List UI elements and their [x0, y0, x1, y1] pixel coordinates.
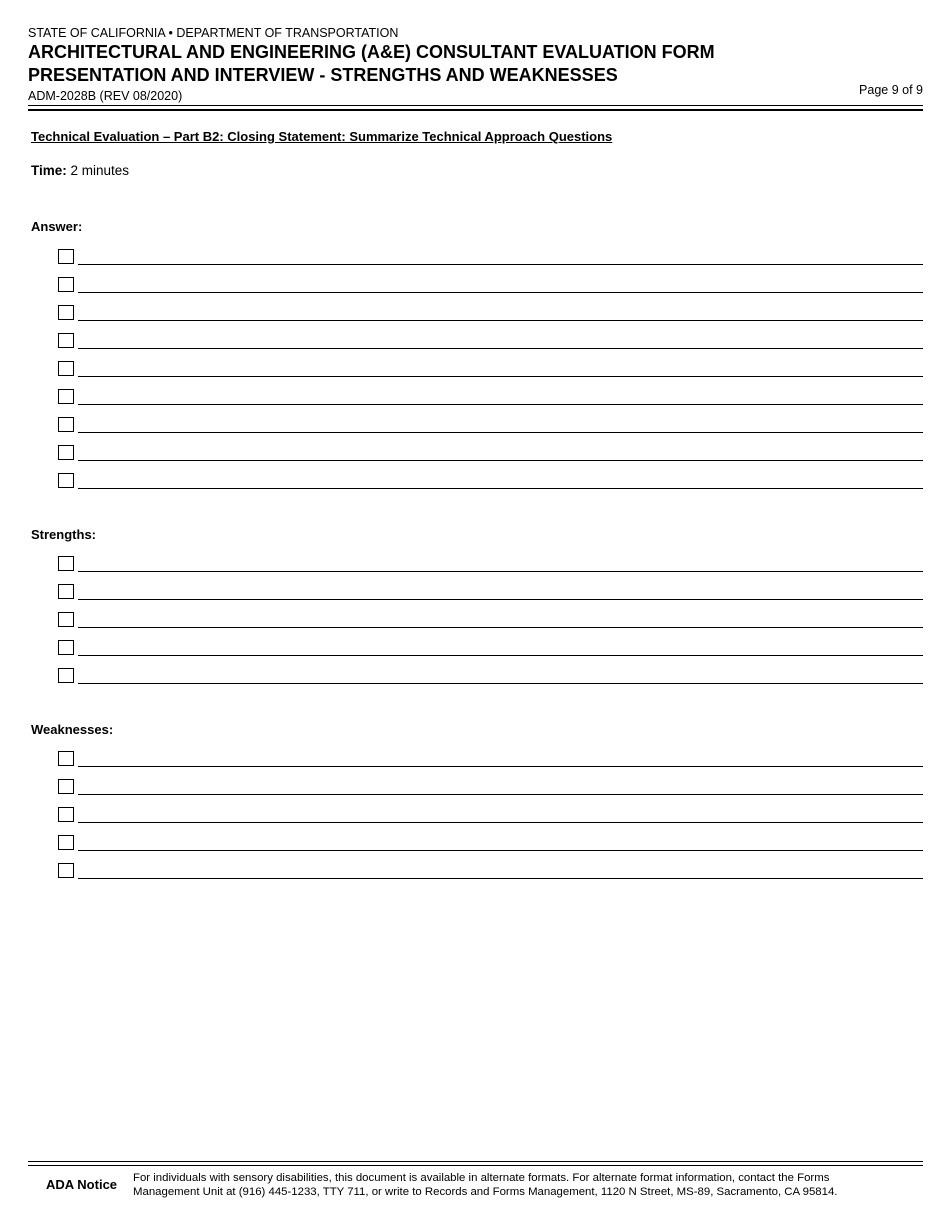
- ada-notice-label: ADA Notice: [46, 1177, 118, 1192]
- answer-checkbox[interactable]: [58, 473, 74, 488]
- weaknesses-row: [58, 779, 923, 797]
- weaknesses-row: [58, 863, 923, 881]
- strengths-checkbox[interactable]: [58, 584, 74, 599]
- answer-text-line[interactable]: [78, 432, 923, 433]
- weaknesses-label: Weaknesses:: [31, 722, 114, 737]
- answer-row: [58, 389, 923, 407]
- answer-text-line[interactable]: [78, 404, 923, 405]
- answer-text-line[interactable]: [78, 292, 923, 293]
- answer-checkbox[interactable]: [58, 305, 74, 320]
- strengths-row: [58, 584, 923, 602]
- answer-row: [58, 361, 923, 379]
- weaknesses-row: [58, 807, 923, 825]
- weaknesses-row: [58, 751, 923, 769]
- strengths-text-line[interactable]: [78, 627, 923, 628]
- answer-label: Answer:: [31, 219, 83, 234]
- answer-checkbox[interactable]: [58, 249, 74, 264]
- answer-text-line[interactable]: [78, 264, 923, 265]
- answer-checkbox[interactable]: [58, 445, 74, 460]
- strengths-row: [58, 556, 923, 574]
- strengths-text-line[interactable]: [78, 655, 923, 656]
- strengths-text-line[interactable]: [78, 599, 923, 600]
- answer-text-line[interactable]: [78, 348, 923, 349]
- answer-checkbox[interactable]: [58, 333, 74, 348]
- answer-checkbox[interactable]: [58, 417, 74, 432]
- weaknesses-text-line[interactable]: [78, 766, 923, 767]
- weaknesses-checkbox[interactable]: [58, 751, 74, 766]
- strengths-text-line[interactable]: [78, 683, 923, 684]
- agency-name: STATE OF CALIFORNIA • DEPARTMENT OF TRANSPORTATION: [28, 26, 399, 40]
- answer-checkbox[interactable]: [58, 277, 74, 292]
- weaknesses-checkbox[interactable]: [58, 807, 74, 822]
- form-number: ADM-2028B (REV 08/2020): [28, 89, 183, 103]
- time-label: Time:: [31, 163, 67, 178]
- weaknesses-checkbox[interactable]: [58, 779, 74, 794]
- weaknesses-text-line[interactable]: [78, 878, 923, 879]
- answer-row: [58, 333, 923, 351]
- answer-text-line[interactable]: [78, 376, 923, 377]
- strengths-row: [58, 612, 923, 630]
- page-number: Page 9 of 9: [859, 83, 923, 97]
- footer-rule-top: [28, 1161, 923, 1162]
- strengths-label: Strengths:: [31, 527, 96, 542]
- weaknesses-row: [58, 835, 923, 853]
- form-title-line-1: ARCHITECTURAL AND ENGINEERING (A&E) CONSULTANT EVALUATION FORM: [28, 42, 715, 62]
- weaknesses-text-line[interactable]: [78, 850, 923, 851]
- ada-notice-line-2: Management Unit at (916) 445-1233, TTY 711, or write to Records and Forms Management, 1120 N Street, MS-89, Sacramento, CA 95814.: [133, 1186, 838, 1198]
- header-rule-thin: [28, 105, 923, 106]
- strengths-checkbox[interactable]: [58, 640, 74, 655]
- answer-row: [58, 277, 923, 295]
- answer-row: [58, 417, 923, 435]
- answer-checkbox[interactable]: [58, 389, 74, 404]
- answer-row: [58, 445, 923, 463]
- strengths-checkbox[interactable]: [58, 668, 74, 683]
- ada-notice-text: [133, 1171, 923, 1199]
- weaknesses-checkbox[interactable]: [58, 863, 74, 878]
- section-title: Technical Evaluation – Part B2: Closing Statement: Summarize Technical Approach Questions: [31, 129, 613, 144]
- header-rule-thick: [28, 109, 923, 111]
- strengths-row: [58, 640, 923, 658]
- weaknesses-text-line[interactable]: [78, 822, 923, 823]
- strengths-text-line[interactable]: [78, 571, 923, 572]
- answer-text-line[interactable]: [78, 320, 923, 321]
- answer-row: [58, 305, 923, 323]
- answer-row: [58, 249, 923, 267]
- footer-rule-bottom: [28, 1165, 923, 1166]
- form-header: [28, 26, 923, 104]
- ada-notice-line-1: For individuals with sensory disabilities, this document is available in alternate formats. For alternate format information, contact the Forms: [133, 1172, 830, 1184]
- strengths-checkbox[interactable]: [58, 612, 74, 627]
- time-allotment: [31, 163, 129, 178]
- form-title-line-2: PRESENTATION AND INTERVIEW - STRENGTHS AND WEAKNESSES: [28, 65, 618, 85]
- weaknesses-text-line[interactable]: [78, 794, 923, 795]
- answer-row: [58, 473, 923, 491]
- time-value: 2 minutes: [70, 163, 130, 178]
- answer-text-line[interactable]: [78, 488, 923, 489]
- strengths-row: [58, 668, 923, 686]
- strengths-checkbox[interactable]: [58, 556, 74, 571]
- answer-checkbox[interactable]: [58, 361, 74, 376]
- weaknesses-checkbox[interactable]: [58, 835, 74, 850]
- answer-text-line[interactable]: [78, 460, 923, 461]
